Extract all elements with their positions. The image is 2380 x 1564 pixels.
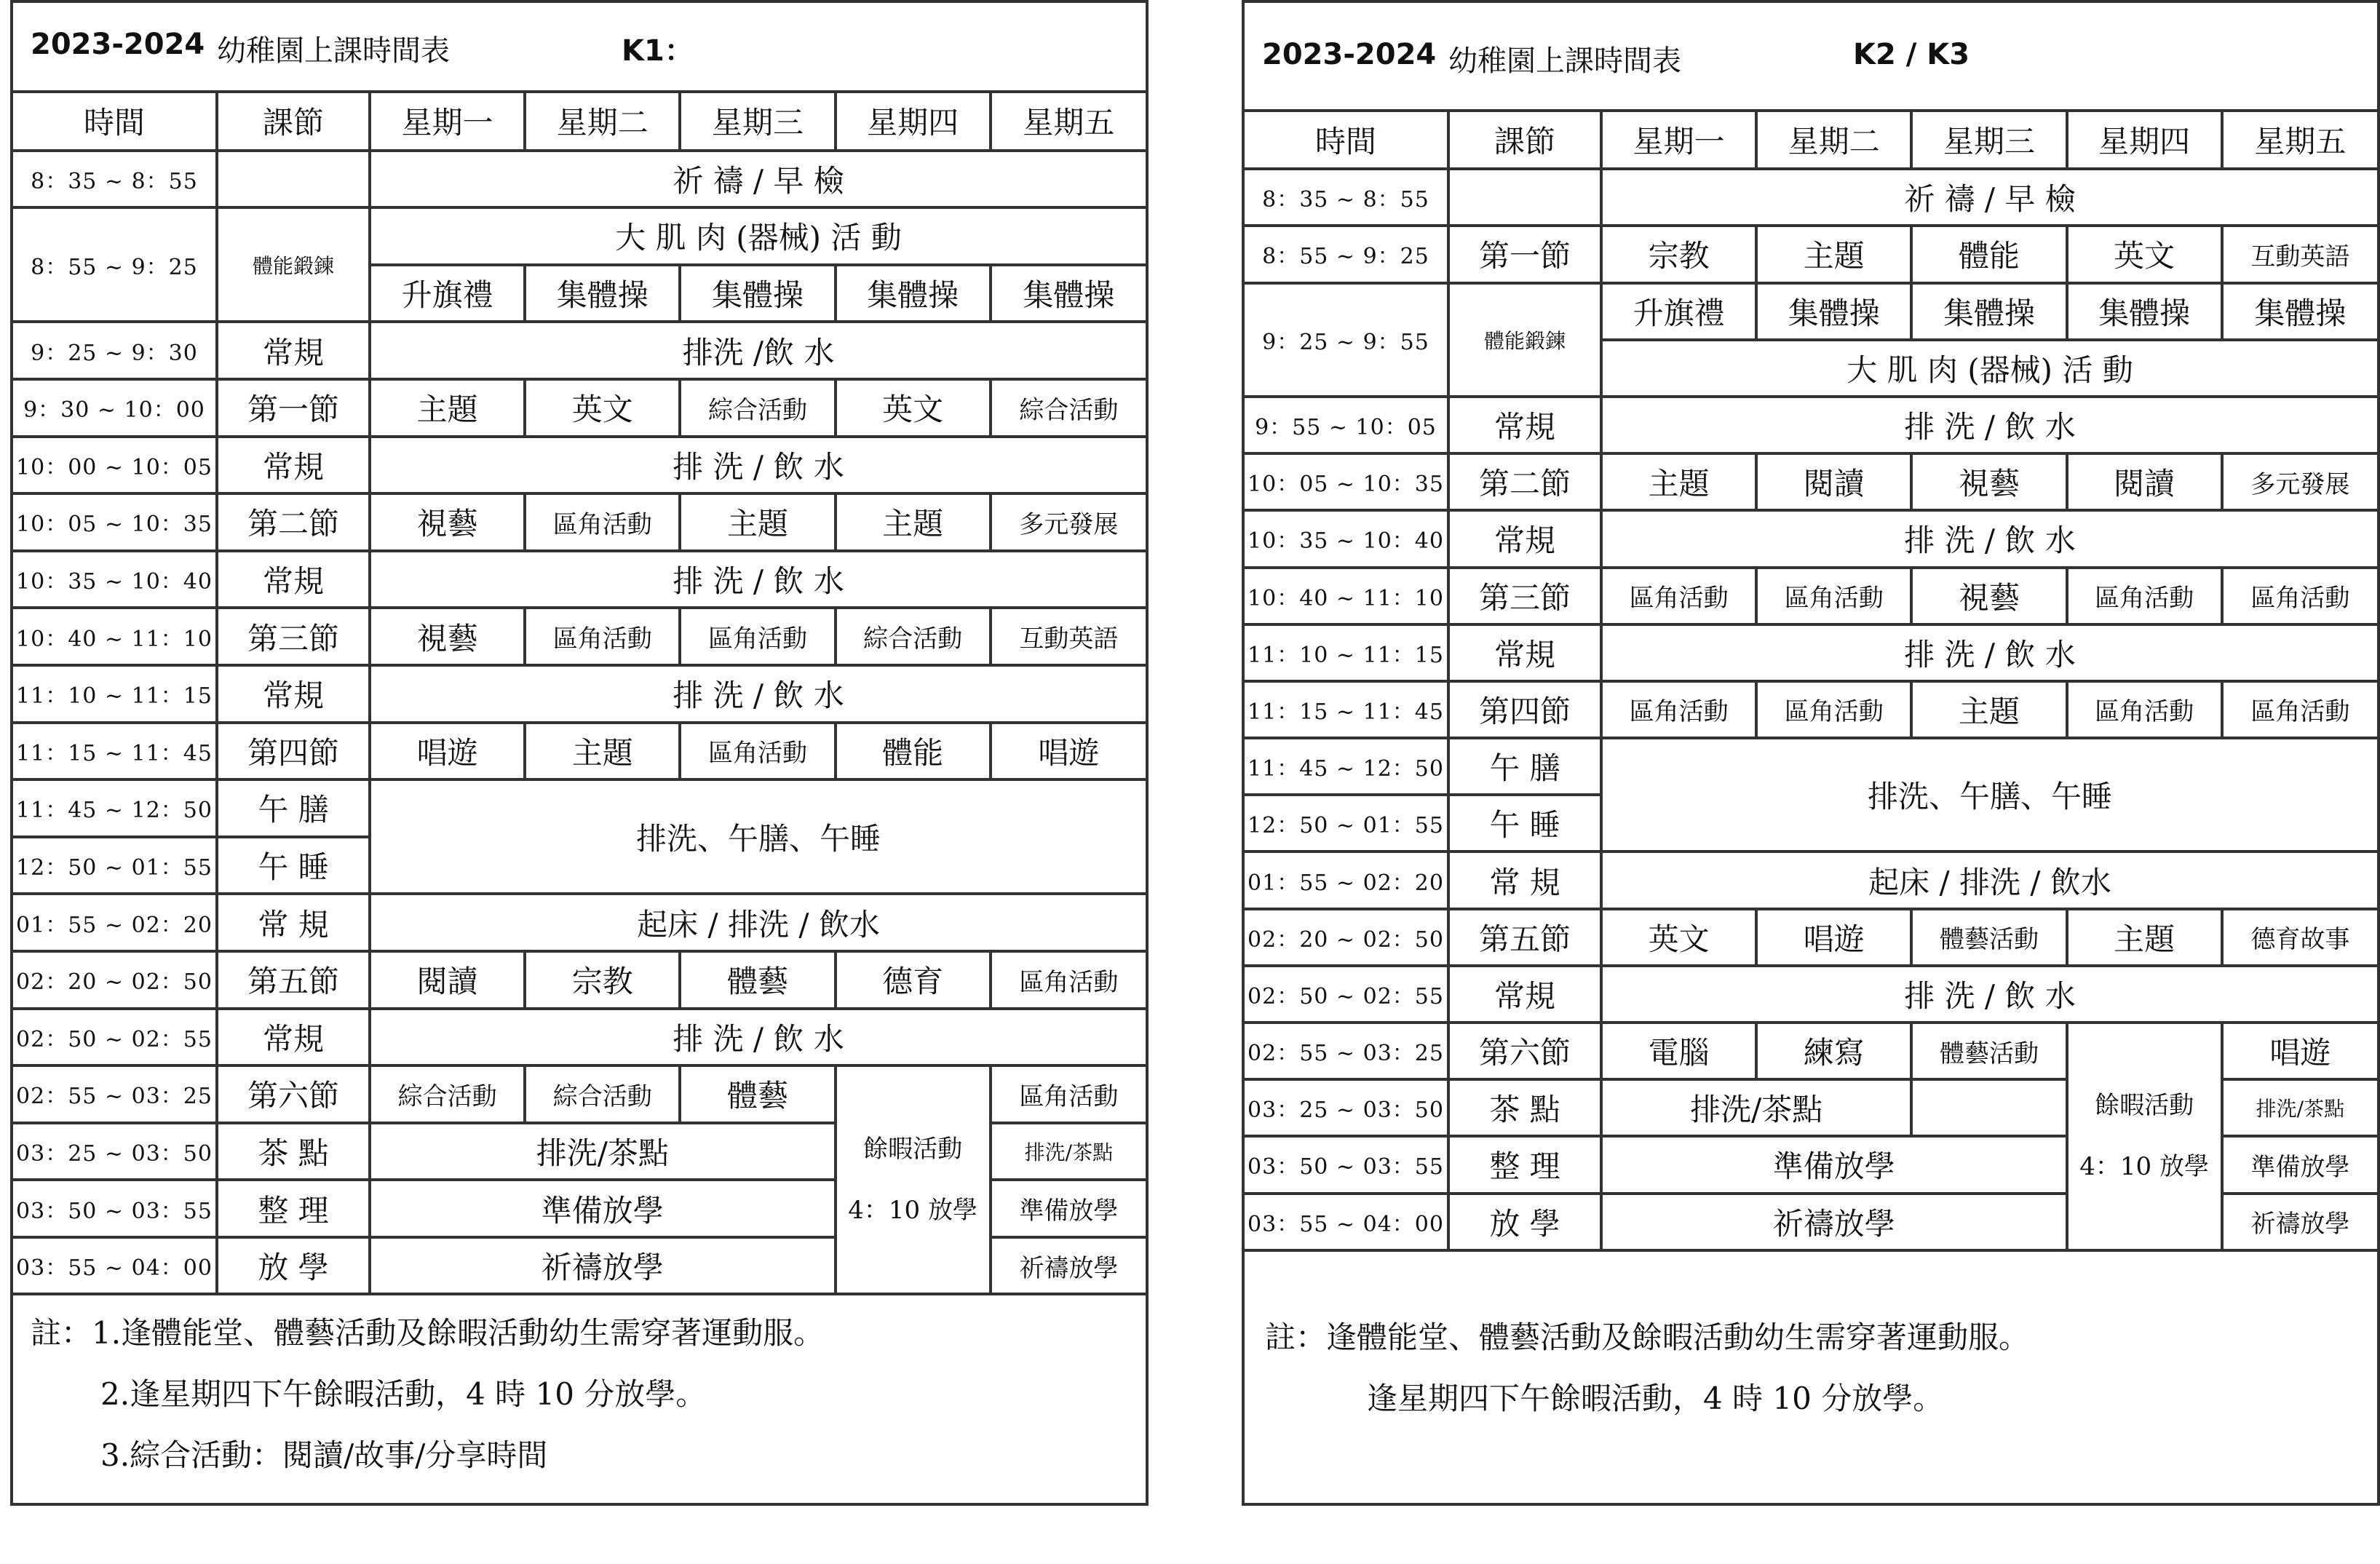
lesson-cell: 閱讀 <box>370 951 525 1009</box>
lesson-cell: 閱讀 <box>2067 453 2222 510</box>
k2-notes <box>1245 1252 2377 1429</box>
wash-cell: 排 洗 / 飲 水 <box>370 437 1146 494</box>
time-cell: 02：50 ~ 02：55 <box>1245 966 1448 1023</box>
time-cell: 10：35 ~ 10：40 <box>13 551 217 608</box>
wash-cell: 排 洗 / 飲 水 <box>1601 510 2377 567</box>
table-row <box>1245 568 2377 624</box>
time-cell: 10：05 ~ 10：35 <box>13 493 217 551</box>
table-row <box>13 665 1146 723</box>
k1-notes <box>13 1295 1146 1486</box>
table-row <box>13 723 1146 780</box>
period-cell: 放 學 <box>217 1237 370 1295</box>
time-cell: 11：10 ~ 11：15 <box>1245 624 1448 681</box>
time-cell: 01：55 ~ 02：20 <box>1245 852 1448 908</box>
lesson-cell: 主題 <box>370 379 525 437</box>
lesson-cell: 閱讀 <box>1756 453 1911 510</box>
col-header-thu: 星期四 <box>2067 112 2222 169</box>
time-cell: 11：15 ~ 11：45 <box>13 723 217 780</box>
lesson-cell: 多元發展 <box>2222 453 2377 510</box>
time-cell: 02：55 ~ 03：25 <box>1245 1023 1448 1079</box>
flag-cell: 升旗禮 <box>1601 283 1756 340</box>
lesson-cell: 電腦 <box>1601 1023 1756 1079</box>
exercise-cell: 集體操 <box>525 265 680 322</box>
table-row <box>13 379 1146 437</box>
table-row <box>1245 169 2377 226</box>
time-cell: 12：50 ~ 01：55 <box>1245 795 1448 852</box>
table-row <box>1245 510 2377 567</box>
lesson-cell: 區角活動 <box>525 493 680 551</box>
lesson-cell: 主題 <box>1601 453 1756 510</box>
time-cell: 8：35 ~ 8：55 <box>13 151 217 208</box>
period-cell: 放 學 <box>1448 1194 1601 1250</box>
leisure-label: 餘暇活動 <box>863 1135 963 1164</box>
period-cell: 常規 <box>1448 966 1601 1023</box>
lesson-cell: 區角活動 <box>1756 568 1911 624</box>
lesson-cell: 區角活動 <box>2222 681 2377 738</box>
lesson-cell: 宗教 <box>525 951 680 1009</box>
lesson-cell: 綜合活動 <box>680 379 835 437</box>
lunch-cell: 排洗、午膳、午睡 <box>370 779 1146 894</box>
note-line: 3.綜合活動：閱讀/故事/分享時間 <box>100 1437 548 1474</box>
wash-cell: 排 洗 / 飲 水 <box>370 665 1146 723</box>
leisure-cell <box>836 1065 991 1294</box>
lesson-cell: 互動英語 <box>991 608 1146 665</box>
lesson-cell: 視藝 <box>1911 453 2066 510</box>
lesson-cell: 區角活動 <box>1601 681 1756 738</box>
lesson-cell: 區角活動 <box>2067 681 2222 738</box>
k2-class-label: K2 / K3 <box>1853 38 1970 71</box>
leisure-time: 4：10 放學 <box>848 1196 977 1226</box>
period-cell: 第二節 <box>1448 453 1601 510</box>
dismiss-cell: 祈禱放學 <box>1601 1194 2067 1250</box>
col-header-tue: 星期二 <box>525 93 680 151</box>
period-cell: 整 理 <box>1448 1136 1601 1193</box>
col-header-thu: 星期四 <box>836 93 991 151</box>
gross-motor-cell: 大 肌 肉 (器械) 活 動 <box>1601 340 2377 397</box>
lesson-cell: 唱遊 <box>1756 909 1911 966</box>
leisure-label: 餘暇活動 <box>2095 1091 2194 1121</box>
table-row <box>13 608 1146 665</box>
k1-title: 幼稚園上課時間表 <box>217 34 450 68</box>
period-cell: 體能鍛鍊 <box>1448 283 1601 397</box>
table-row <box>13 1009 1146 1066</box>
snack-cell: 排洗/茶點 <box>370 1123 836 1180</box>
wash-cell: 排 洗 / 飲 水 <box>1601 966 2377 1023</box>
lesson-cell: 體藝活動 <box>1911 1023 2066 1079</box>
table-row <box>13 437 1146 494</box>
lesson-cell: 區角活動 <box>1601 568 1756 624</box>
period-cell: 第五節 <box>217 951 370 1009</box>
table-row <box>1245 453 2377 510</box>
snack-fri-cell: 排洗/茶點 <box>991 1123 1146 1180</box>
time-cell: 02：20 ~ 02：50 <box>13 951 217 1009</box>
k1-class-label: K1： <box>622 34 694 68</box>
lesson-cell: 體藝活動 <box>1911 909 2066 966</box>
col-header-mon: 星期一 <box>1601 112 1756 169</box>
wash-cell: 排 洗 / 飲 水 <box>1601 397 2377 453</box>
period-cell: 常規 <box>1448 624 1601 681</box>
exercise-cell: 集體操 <box>991 265 1146 322</box>
k2-timetable-sheet <box>1242 0 2380 1506</box>
table-row <box>13 207 1146 265</box>
exercise-cell: 集體操 <box>680 265 835 322</box>
k2-year: 2023-2024 <box>1262 38 1437 71</box>
wash-cell: 排洗 /飲 水 <box>370 322 1146 379</box>
time-cell: 9：25 ~ 9：55 <box>1245 283 1448 397</box>
table-row <box>13 93 1146 151</box>
lesson-cell: 德育故事 <box>2222 909 2377 966</box>
period-cell: 第二節 <box>217 493 370 551</box>
period-cell: 常規 <box>217 322 370 379</box>
period-cell: 第四節 <box>217 723 370 780</box>
lesson-cell: 區角活動 <box>991 951 1146 1009</box>
period-cell: 午 睡 <box>1448 795 1601 852</box>
time-cell: 03：55 ~ 04：00 <box>13 1237 217 1295</box>
lesson-cell: 主題 <box>680 493 835 551</box>
tidy-cell: 準備放學 <box>370 1180 836 1237</box>
lesson-cell: 區角活動 <box>2222 568 2377 624</box>
lesson-cell: 視藝 <box>1911 568 2066 624</box>
lesson-cell: 英文 <box>2067 226 2222 282</box>
period-cell: 常 規 <box>1448 852 1601 908</box>
note-line: 註：1.逢體能堂、體藝活動及餘暇活動幼生需穿著運動服。 <box>31 1315 825 1351</box>
snack-cell: 排洗/茶點 <box>1601 1079 1911 1136</box>
exercise-cell: 集體操 <box>2067 283 2222 340</box>
table-row <box>13 779 1146 837</box>
time-cell: 03：50 ~ 03：55 <box>13 1180 217 1237</box>
tidy-cell: 準備放學 <box>1601 1136 2067 1193</box>
leisure-cell <box>2067 1023 2222 1250</box>
lesson-cell: 唱遊 <box>991 723 1146 780</box>
lesson-cell: 主題 <box>1756 226 1911 282</box>
k2-header <box>1245 3 2377 112</box>
period-cell: 常規 <box>1448 510 1601 567</box>
flag-cell: 升旗禮 <box>370 265 525 322</box>
period-cell: 第四節 <box>1448 681 1601 738</box>
table-row <box>1245 909 2377 966</box>
time-cell: 02：50 ~ 02：55 <box>13 1009 217 1066</box>
time-cell: 10：40 ~ 11：10 <box>13 608 217 665</box>
period-cell: 第六節 <box>1448 1023 1601 1079</box>
period-cell: 第一節 <box>217 379 370 437</box>
period-cell <box>1448 169 1601 226</box>
time-cell: 11：45 ~ 12：50 <box>1245 738 1448 795</box>
wake-cell: 起床 / 排洗 / 飲水 <box>370 894 1146 951</box>
period-cell: 常規 <box>217 665 370 723</box>
col-header-tue: 星期二 <box>1756 112 1911 169</box>
blank-cell <box>1911 1079 2066 1136</box>
k2-schedule-table <box>1245 112 2377 1252</box>
exercise-cell: 集體操 <box>2222 283 2377 340</box>
lesson-cell: 區角活動 <box>680 723 835 780</box>
time-cell: 9：30 ~ 10：00 <box>13 379 217 437</box>
period-cell: 常規 <box>217 437 370 494</box>
col-header-fri: 星期五 <box>2222 112 2377 169</box>
table-row <box>13 551 1146 608</box>
table-row <box>1245 852 2377 908</box>
time-cell: 8：35 ~ 8：55 <box>1245 169 1448 226</box>
period-cell: 第一節 <box>1448 226 1601 282</box>
tidy-fri-cell: 準備放學 <box>991 1180 1146 1237</box>
exercise-cell: 集體操 <box>1756 283 1911 340</box>
table-row <box>13 894 1146 951</box>
period-cell: 第六節 <box>217 1065 370 1123</box>
time-cell: 8：55 ~ 9：25 <box>1245 226 1448 282</box>
wake-cell: 起床 / 排洗 / 飲水 <box>1601 852 2377 908</box>
table-row <box>13 493 1146 551</box>
period-cell: 整 理 <box>217 1180 370 1237</box>
wash-cell: 排 洗 / 飲 水 <box>370 1009 1146 1066</box>
period-cell: 常規 <box>1448 397 1601 453</box>
col-header-wed: 星期三 <box>1911 112 2066 169</box>
lesson-cell: 體藝 <box>680 1065 835 1123</box>
time-cell: 10：40 ~ 11：10 <box>1245 568 1448 624</box>
lesson-cell: 主題 <box>1911 681 2066 738</box>
lesson-cell: 英文 <box>836 379 991 437</box>
col-header-mon: 星期一 <box>370 93 525 151</box>
table-row <box>1245 966 2377 1023</box>
note-line: 2.逢星期四下午餘暇活動，4 時 10 分放學。 <box>100 1376 707 1413</box>
table-row <box>13 151 1146 208</box>
lesson-cell: 區角活動 <box>525 608 680 665</box>
gross-motor-cell: 大 肌 肉 (器械) 活 動 <box>370 207 1146 265</box>
exercise-cell: 集體操 <box>836 265 991 322</box>
time-cell: 11：45 ~ 12：50 <box>13 779 217 837</box>
table-row <box>1245 112 2377 169</box>
time-cell: 11：15 ~ 11：45 <box>1245 681 1448 738</box>
table-row <box>13 1065 1146 1123</box>
table-row <box>1245 1023 2377 1079</box>
lunch-cell: 排洗、午膳、午睡 <box>1601 738 2377 852</box>
period-cell: 常規 <box>217 1009 370 1066</box>
snack-fri-cell: 排洗/茶點 <box>2222 1079 2377 1136</box>
prayer-cell: 祈 禱 / 早 檢 <box>370 151 1146 208</box>
exercise-cell: 集體操 <box>1911 283 2066 340</box>
period-cell: 茶 點 <box>1448 1079 1601 1136</box>
dismiss-cell: 祈禱放學 <box>370 1237 836 1295</box>
lesson-cell: 多元發展 <box>991 493 1146 551</box>
lesson-cell: 英文 <box>525 379 680 437</box>
period-cell: 茶 點 <box>217 1123 370 1180</box>
time-cell: 10：00 ~ 10：05 <box>13 437 217 494</box>
time-cell: 8：55 ~ 9：25 <box>13 207 217 322</box>
period-cell: 第三節 <box>217 608 370 665</box>
table-row <box>1245 226 2377 282</box>
col-header-period: 課節 <box>217 93 370 151</box>
lesson-cell: 區角活動 <box>680 608 835 665</box>
col-header-time: 時間 <box>1245 112 1448 169</box>
lesson-cell: 區角活動 <box>991 1065 1146 1123</box>
time-cell: 11：10 ~ 11：15 <box>13 665 217 723</box>
time-cell: 9：55 ~ 10：05 <box>1245 397 1448 453</box>
lesson-cell: 主題 <box>836 493 991 551</box>
lesson-cell: 綜合活動 <box>525 1065 680 1123</box>
lesson-cell: 區角活動 <box>1756 681 1911 738</box>
k1-year: 2023-2024 <box>31 28 205 61</box>
lesson-cell: 主題 <box>2067 909 2222 966</box>
lesson-cell: 德育 <box>836 951 991 1009</box>
period-cell: 常規 <box>217 551 370 608</box>
time-cell: 03：55 ~ 04：00 <box>1245 1194 1448 1250</box>
lesson-cell: 綜合活動 <box>836 608 991 665</box>
note-line: 逢星期四下午餘暇活動，4 時 10 分放學。 <box>1367 1380 1944 1416</box>
table-row <box>1245 624 2377 681</box>
col-header-time: 時間 <box>13 93 217 151</box>
period-cell: 體能鍛鍊 <box>217 207 370 322</box>
prayer-cell: 祈 禱 / 早 檢 <box>1601 169 2377 226</box>
lesson-cell: 體能 <box>1911 226 2066 282</box>
col-header-fri: 星期五 <box>991 93 1146 151</box>
leisure-time: 4：10 放學 <box>2079 1152 2209 1182</box>
time-cell: 01：55 ~ 02：20 <box>13 894 217 951</box>
lesson-cell: 英文 <box>1601 909 1756 966</box>
period-cell: 午 膳 <box>217 779 370 837</box>
tidy-fri-cell: 準備放學 <box>2222 1136 2377 1193</box>
k1-schedule-table <box>13 93 1146 1295</box>
table-row <box>1245 681 2377 738</box>
time-cell: 03：50 ~ 03：55 <box>1245 1136 1448 1193</box>
dismiss-fri-cell: 祈禱放學 <box>2222 1194 2377 1250</box>
period-cell: 第五節 <box>1448 909 1601 966</box>
wash-cell: 排 洗 / 飲 水 <box>1601 624 2377 681</box>
time-cell: 10：05 ~ 10：35 <box>1245 453 1448 510</box>
k1-timetable-sheet <box>10 0 1149 1506</box>
table-row <box>13 322 1146 379</box>
period-cell: 常 規 <box>217 894 370 951</box>
time-cell: 02：55 ~ 03：25 <box>13 1065 217 1123</box>
wash-cell: 排 洗 / 飲 水 <box>370 551 1146 608</box>
lesson-cell: 視藝 <box>370 608 525 665</box>
dismiss-fri-cell: 祈禱放學 <box>991 1237 1146 1295</box>
time-cell: 9：25 ~ 9：30 <box>13 322 217 379</box>
k2-title: 幼稚園上課時間表 <box>1448 44 1681 78</box>
note-line: 註：逢體能堂、體藝活動及餘暇活動幼生需穿著運動服。 <box>1265 1319 2030 1355</box>
table-row <box>1245 738 2377 795</box>
lesson-cell: 區角活動 <box>2067 568 2222 624</box>
k1-header <box>13 3 1146 93</box>
time-cell: 02：20 ~ 02：50 <box>1245 909 1448 966</box>
time-cell: 10：35 ~ 10：40 <box>1245 510 1448 567</box>
lesson-cell: 主題 <box>525 723 680 780</box>
time-cell: 03：25 ~ 03：50 <box>1245 1079 1448 1136</box>
lesson-cell: 綜合活動 <box>370 1065 525 1123</box>
lesson-cell: 綜合活動 <box>991 379 1146 437</box>
table-row <box>1245 283 2377 340</box>
time-cell: 12：50 ~ 01：55 <box>13 837 217 894</box>
lesson-cell: 互動英語 <box>2222 226 2377 282</box>
period-cell <box>217 151 370 208</box>
period-cell: 第三節 <box>1448 568 1601 624</box>
lesson-cell: 宗教 <box>1601 226 1756 282</box>
col-header-wed: 星期三 <box>680 93 835 151</box>
period-cell: 午 睡 <box>217 837 370 894</box>
period-cell: 午 膳 <box>1448 738 1601 795</box>
lesson-cell: 唱遊 <box>2222 1023 2377 1079</box>
lesson-cell: 體能 <box>836 723 991 780</box>
lesson-cell: 練寫 <box>1756 1023 1911 1079</box>
time-cell: 03：25 ~ 03：50 <box>13 1123 217 1180</box>
lesson-cell: 唱遊 <box>370 723 525 780</box>
col-header-period: 課節 <box>1448 112 1601 169</box>
table-row <box>1245 397 2377 453</box>
table-row <box>13 951 1146 1009</box>
lesson-cell: 體藝 <box>680 951 835 1009</box>
lesson-cell: 視藝 <box>370 493 525 551</box>
